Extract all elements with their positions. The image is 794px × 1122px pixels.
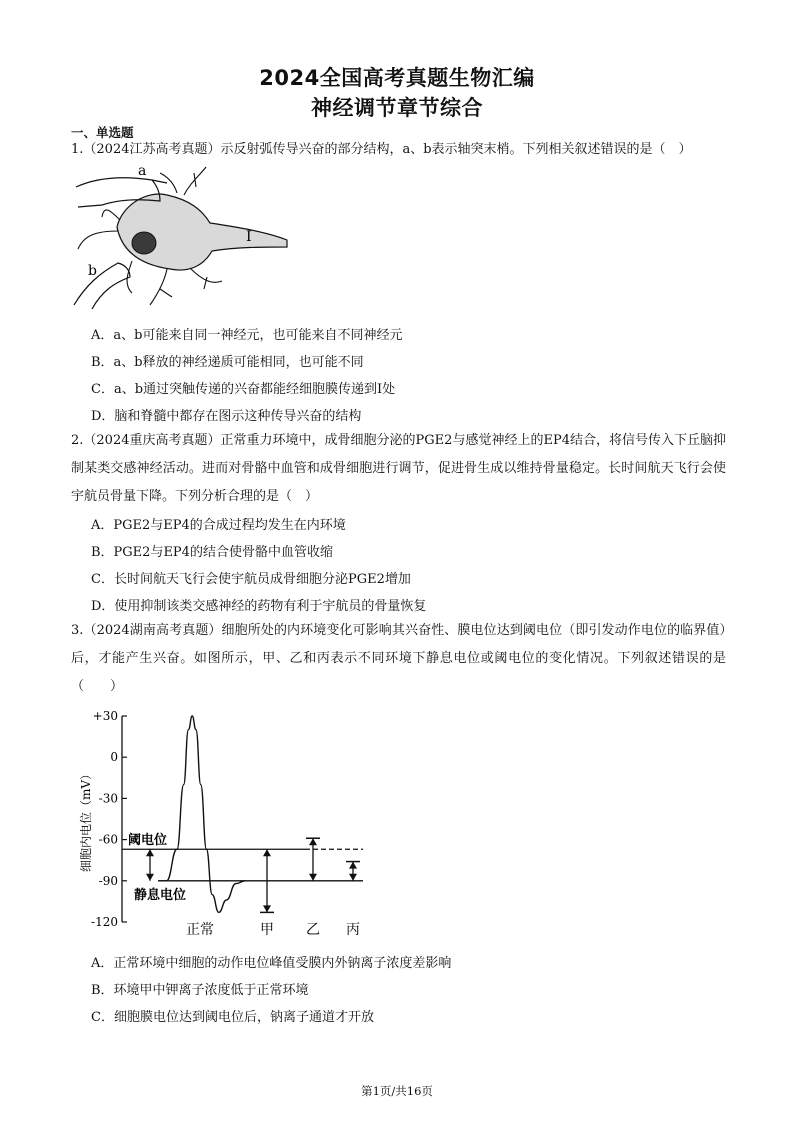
question-1-option-d[interactable]: D．脑和脊髓中都存在图示这种传导兴奋的结构 [91,409,362,424]
question-1-option-b[interactable]: B．a、b释放的神经递质可能相同，也可能不同 [91,355,364,370]
y-tick-label: +30 [92,709,118,723]
section-heading: 一、单选题 [71,125,134,140]
document-subtitle: 神经调节章节综合 [311,96,483,120]
arrow-yi [309,838,317,881]
dendrite [184,167,206,195]
category-label: 乙 [306,922,320,938]
category-label: 甲 [260,922,274,938]
question-2-stem: 2.（2024重庆高考真题）正常重力环境中，成骨细胞分泌的PGE2与感觉神经上的EP4结合，将信号传入下丘脑抑制某类交感神经活动。进而对骨骼中血管和成骨细胞进行调节，促进骨生成以维持骨量稳定。长时间航天飞行会使宇航员骨量下降。下列分析合理的是（ ） [71,433,726,504]
question-3-stem: 3.（2024湖南高考真题）细胞所处的内环境变化可影响其兴奋性、膜电位达到阈电位（即引发动作电位的临界值）后，才能产生兴奋。如图所示，甲、乙和丙表示不同环境下静息电位或阈电位的变化情况。下列叙述错误的是（ ） [71,623,726,694]
label-I: I [246,229,252,245]
question-1-option-a[interactable]: A．a、b可能来自同一神经元，也可能来自不同神经元 [91,328,403,343]
label-b: b [88,263,97,279]
page-footer: 第1页/共16页 [361,1084,433,1098]
category-label: 正常 [186,922,214,938]
arrow-normal [146,849,154,881]
document-title: 2024全国高考真题生物汇编 [259,66,535,90]
y-axis-label: 细胞内电位（mV） [79,767,93,873]
dendrite [150,269,172,305]
nucleus [132,232,156,254]
question-2-option-b[interactable]: B．PGE2与EP4的结合使骨骼中血管收缩 [91,545,333,560]
question-3-option-c[interactable]: C．细胞膜电位达到阈电位后，钠离子通道才开放 [91,1010,374,1025]
y-tick-label: 0 [110,750,118,765]
question-2-option-d[interactable]: D．使用抑制该类交感神经的药物有利于宇航员的骨量恢复 [91,599,427,614]
dendrite [160,173,177,193]
label-a: a [138,165,147,179]
y-tick-label: -60 [98,832,118,847]
neuron-figure [72,165,302,315]
question-3-option-b[interactable]: B．环境甲中钾离子浓度低于正常环境 [91,983,309,998]
y-tick-label: -90 [98,873,118,888]
action-potential-curve [158,716,245,912]
question-1-stem: 1.（2024江苏高考真题）示反射弧传导兴奋的部分结构，a、b表示轴突末梢。下列相关叙述错误的是（ ） [71,142,692,157]
question-2-option-a[interactable]: A．PGE2与EP4的合成过程均发生在内环境 [91,518,346,533]
question-2-option-c[interactable]: C．长时间航天飞行会使宇航员成骨细胞分泌PGE2增加 [91,572,411,587]
arrow-bing [349,862,357,881]
question-3-option-a[interactable]: A．正常环境中细胞的动作电位峰值受膜内外钠离子浓度差影响 [91,956,452,971]
y-tick-label: -120 [91,915,118,929]
y-tick-label: -30 [98,791,118,806]
dendrite [190,268,222,289]
threshold-label: 阈电位 [128,833,168,849]
dendrite [78,210,120,249]
category-label: 丙 [346,922,360,938]
membrane-potential-chart [70,702,380,942]
question-1-option-c[interactable]: C．a、b通过突触传递的兴奋都能经细胞膜传递到Ⅰ处 [91,382,396,397]
resting-label: 静息电位 [134,887,187,903]
axon-terminal-b [74,263,130,309]
